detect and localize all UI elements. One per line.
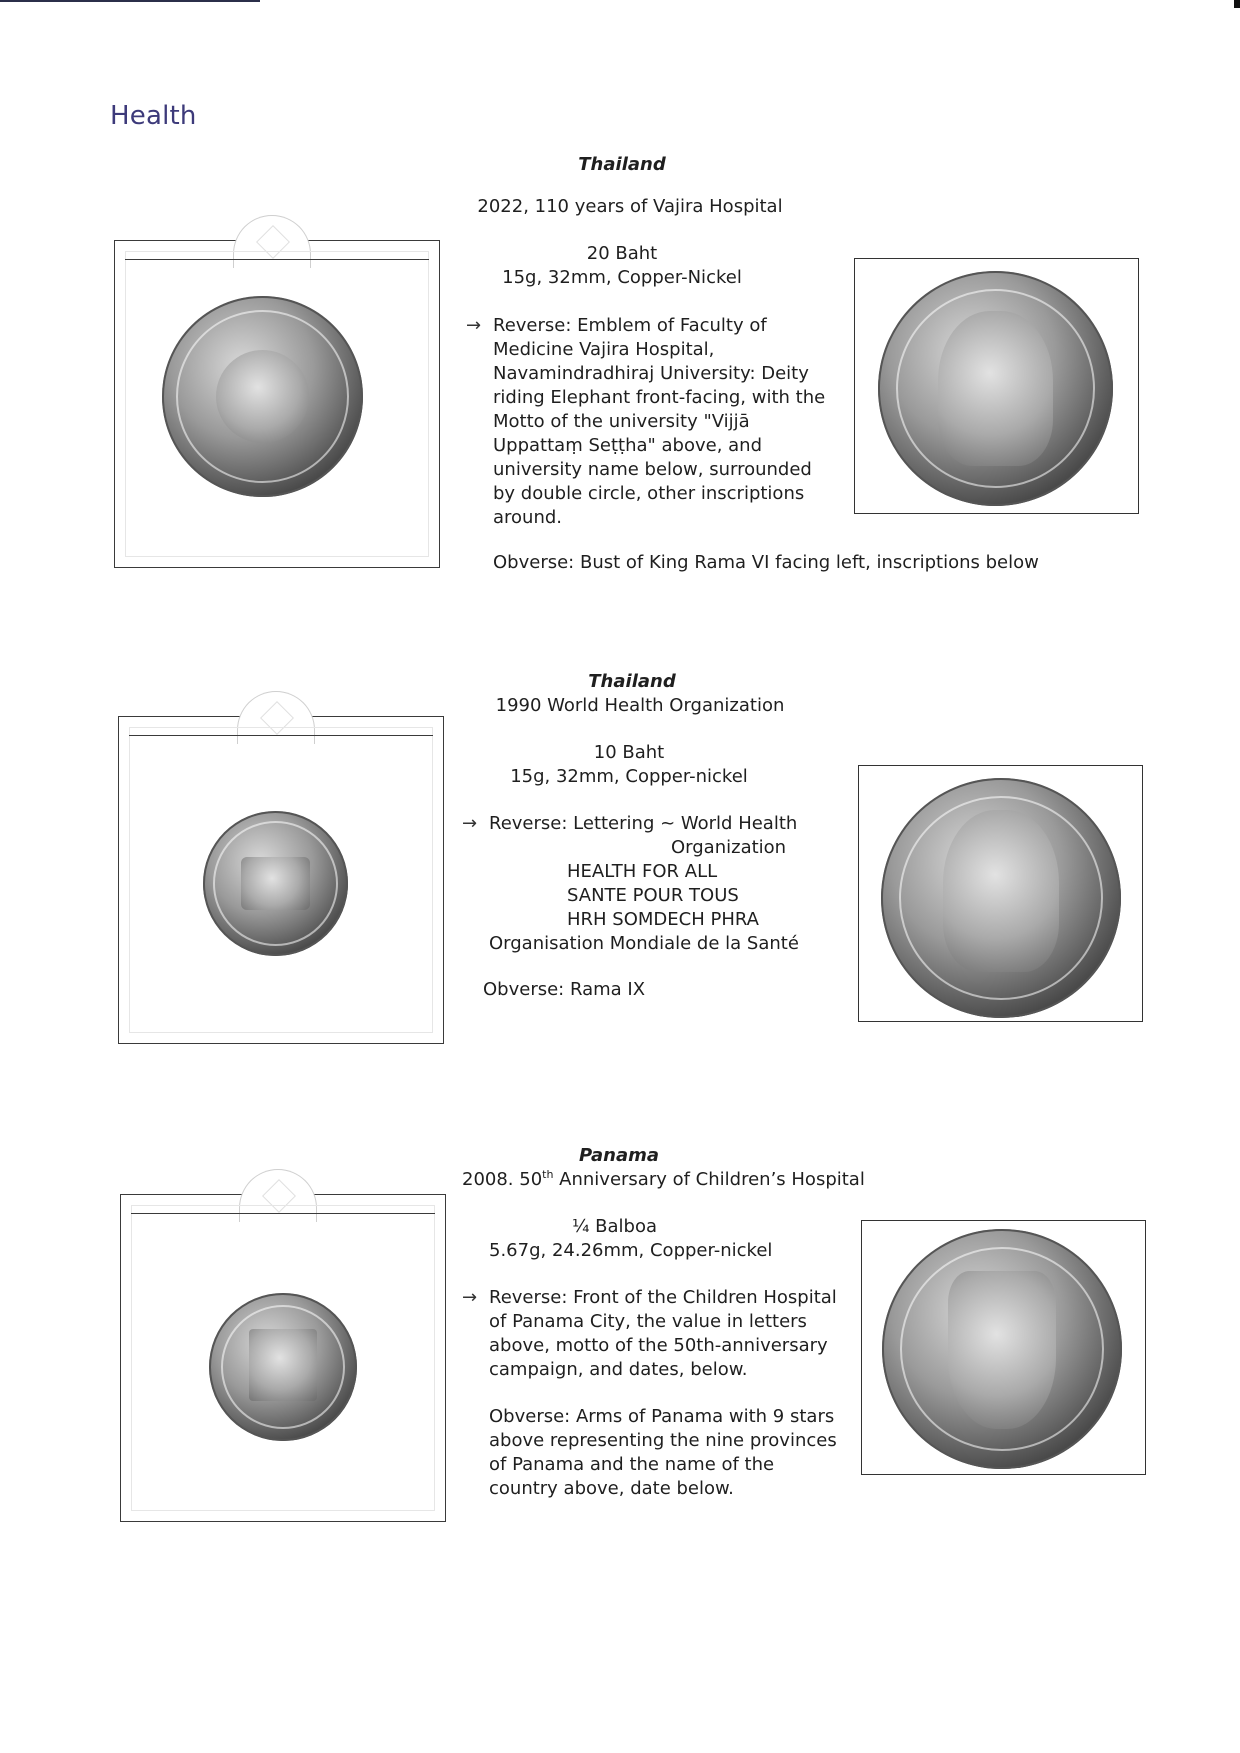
reverse-line1: Lettering ~ World Health bbox=[573, 813, 798, 834]
obverse-desc-1 bbox=[493, 551, 1053, 575]
specs-3: 5.67g, 24.26mm, Copper-nickel bbox=[489, 1240, 773, 1261]
coin-portrait bbox=[938, 311, 1053, 466]
event-2: 1990 World Health Organization bbox=[495, 695, 785, 716]
arrow-icon: → bbox=[466, 315, 482, 336]
arrow-icon: → bbox=[462, 813, 478, 834]
obverse-text: Rama IX bbox=[569, 979, 646, 1000]
reverse-line6: Organisation Mondiale de la Santé bbox=[489, 933, 799, 954]
holder-slot bbox=[129, 735, 433, 739]
coin-obverse-frame-1 bbox=[854, 258, 1139, 514]
country-3: Panama bbox=[578, 1145, 660, 1166]
obverse-text: Arms of Panama with 9 stars above representing the nine provinces of Panama and the name of the country above, date below. bbox=[489, 1406, 837, 1499]
coin-arms bbox=[948, 1271, 1056, 1429]
event-year: 2008. 50 bbox=[462, 1169, 543, 1190]
holder-slot bbox=[131, 1213, 435, 1217]
obverse-label: Obverse: bbox=[489, 1406, 571, 1427]
coin-reverse-photo-2 bbox=[203, 811, 348, 956]
coin-core bbox=[216, 350, 309, 443]
reverse-text: Emblem of Faculty of Medicine Vajira Hospital, Navamindradhiraj University: Deity riding Elephant front-facing, with the Motto of the university "Vijjā Uppattaṃ Seṭṭha" above, and university name below, surrounded by double circle, other inscriptions around. bbox=[493, 315, 826, 528]
denomination-2: 10 Baht bbox=[593, 742, 665, 763]
denomination-1: 20 Baht bbox=[586, 243, 658, 264]
reverse-line5: HRH SOMDECH PHRA bbox=[567, 909, 759, 930]
corner-mark bbox=[1234, 0, 1240, 8]
reverse-line2: Organization bbox=[671, 837, 787, 858]
arrow-icon: → bbox=[462, 1287, 478, 1308]
event-sup: th bbox=[542, 1168, 554, 1181]
page-title: Health bbox=[110, 101, 197, 131]
coin-obverse-photo-2 bbox=[881, 778, 1121, 1018]
event-3 bbox=[462, 1168, 882, 1192]
event-1: 2022, 110 years of Vajira Hospital bbox=[477, 196, 783, 217]
specs-1: 15g, 32mm, Copper-Nickel bbox=[502, 267, 742, 288]
coin-obverse-photo-1 bbox=[878, 271, 1113, 506]
reverse-label: Reverse: bbox=[493, 315, 572, 336]
coin-obverse-frame-3 bbox=[861, 1220, 1146, 1475]
specs-2: 15g, 32mm, Copper-nickel bbox=[510, 766, 748, 787]
coin-obverse-frame-2 bbox=[858, 765, 1143, 1022]
reverse-line3: HEALTH FOR ALL bbox=[567, 861, 718, 882]
reverse-line4: SANTE POUR TOUS bbox=[567, 885, 739, 906]
denomination-3: ¼ Balboa bbox=[572, 1216, 658, 1237]
coin-core bbox=[241, 857, 310, 910]
obverse-text: Bust of King Rama VI facing left, inscriptions below bbox=[579, 552, 1039, 573]
coin-reverse-photo-3 bbox=[209, 1293, 357, 1441]
coin-portrait bbox=[943, 810, 1059, 972]
top-rule bbox=[0, 0, 260, 2]
obverse-label: Obverse: bbox=[493, 552, 575, 573]
obverse-desc-3 bbox=[489, 1405, 841, 1501]
reverse-label: Reverse: bbox=[489, 1287, 568, 1308]
coin-holder-2 bbox=[118, 716, 444, 1044]
reverse-desc-2 bbox=[489, 812, 819, 836]
country-1: Thailand bbox=[578, 154, 666, 175]
reverse-desc-1 bbox=[493, 314, 827, 530]
reverse-desc-3 bbox=[489, 1286, 841, 1382]
obverse-desc-2 bbox=[483, 978, 783, 1002]
coin-core bbox=[249, 1329, 317, 1401]
holder-slot bbox=[125, 259, 429, 263]
reverse-text: Front of the Children Hospital of Panama City, the value in letters above, motto of the 50th-anniversary campaign, and dates, below. bbox=[489, 1287, 837, 1380]
country-2: Thailand bbox=[588, 671, 676, 692]
coin-holder-1 bbox=[114, 240, 440, 568]
coin-obverse-photo-3 bbox=[882, 1229, 1122, 1469]
obverse-label: Obverse: bbox=[483, 979, 565, 1000]
event-title: Anniversary of Children’s Hospital bbox=[553, 1169, 865, 1190]
reverse-label: Reverse: bbox=[489, 813, 568, 834]
coin-reverse-photo-1 bbox=[162, 296, 363, 497]
coin-holder-3 bbox=[120, 1194, 446, 1522]
